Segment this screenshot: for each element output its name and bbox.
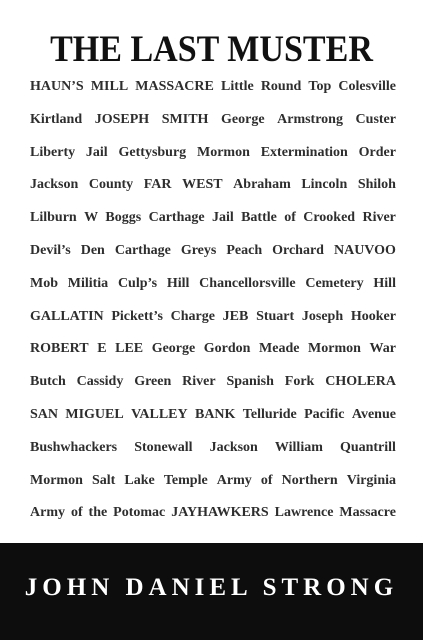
word: George [151,341,196,357]
word: MIGUEL [65,406,124,422]
word: Armstrong [277,111,343,127]
word: Fork [284,374,315,390]
word: Chancellorsville [199,275,296,291]
word: Mormon [197,144,250,160]
word: LEE [115,341,144,357]
word: W [84,210,99,226]
word: Army [216,472,252,488]
word: Hill [373,275,396,291]
word: Liberty [30,144,76,160]
word: Carthage [148,210,205,226]
word: Charge [170,308,215,324]
word-line [30,79,396,112]
word: Den [80,242,105,258]
word: Peach [226,242,263,258]
word: Pacific [304,406,345,422]
word-line [30,473,396,506]
word: of [70,505,83,521]
word: Boggs [105,210,142,226]
word: George [221,111,265,127]
word: Battle [241,210,277,226]
word: Lincoln [301,177,348,193]
word: Shiloh [357,177,396,193]
word: Greys [180,242,217,258]
word: Massacre [339,505,396,521]
word: Bushwhackers [30,439,118,455]
word: River [362,210,396,226]
word: Crooked [303,210,356,226]
word: Potomac [113,505,166,521]
word: Northern [281,472,338,488]
word: War [369,341,396,357]
word-line [30,505,396,538]
word: Virginia [346,472,396,488]
word: Quantrill [339,439,396,455]
word: Kirtland [30,111,83,127]
word: Stonewall [134,439,193,455]
word: MILL [90,79,129,94]
word-line [30,407,396,440]
word: Lawrence [274,505,334,521]
word: Butch [30,374,66,390]
word: Telluride [242,406,297,422]
word: MASSACRE [135,79,214,94]
word: SAN [30,406,59,422]
word: Mormon [30,472,83,488]
word: Joseph [301,308,344,324]
word: Top [308,79,332,94]
word: Gordon [203,341,251,357]
word: HAUN’S [30,79,84,94]
word: Custer [355,111,396,127]
word-line [30,341,396,374]
author-band [0,543,423,640]
word: CHOLERA [325,374,396,390]
word: the [88,505,108,521]
word: Jackson [30,177,79,193]
word: Pickett’s [111,308,163,324]
word: VALLEY [131,406,188,422]
word: Salt [91,472,116,488]
word: Avenue [351,406,396,422]
word: Gettysburg [118,144,187,160]
word: Lilburn [30,210,77,226]
word: Jackson [209,439,258,455]
word: Temple [163,472,208,488]
word: Hooker [350,308,396,324]
word: Lake [124,472,155,488]
word: Cemetery [305,275,364,291]
word: JAYHAWKERS [171,505,269,521]
word: Mob [30,275,58,291]
word: Spanish [226,374,274,390]
word: Abraham [233,177,291,193]
word-line [30,210,396,243]
word: Hill [166,275,190,291]
word: Carthage [114,242,171,258]
word: JOSEPH [94,111,150,127]
word: NAUVOO [333,242,396,258]
word: WEST [182,177,223,193]
word: Mormon [308,341,361,357]
word-line [30,112,396,145]
word: E [97,341,107,357]
word: Jail [211,210,234,226]
author-name: JOHN DANIEL STRONG [24,574,399,601]
word: Meade [259,341,300,357]
word: William [274,439,323,455]
word: Green [134,374,172,390]
word-line [30,177,396,210]
word-line [30,243,396,276]
word-line [30,276,396,309]
word-list [30,79,396,538]
word: Stuart [256,308,295,324]
word: GALLATIN [30,308,104,324]
word: Little [221,79,254,94]
word-line [30,440,396,473]
word: Culp’s [117,275,158,291]
word: Devil’s [30,242,71,258]
word: Order [358,144,396,160]
word: SMITH [161,111,209,127]
word: Colesville [338,79,396,94]
word: FAR [143,177,172,193]
word: Army [30,505,65,521]
word-line [30,309,396,342]
word: Cassidy [76,374,124,390]
word: County [88,177,134,193]
word: ROBERT [30,341,89,357]
word: BANK [194,406,236,422]
word: Militia [67,275,109,291]
word: Orchard [272,242,324,258]
word: Jail [85,144,108,160]
word-line [30,374,396,407]
word: Extermination [260,144,348,160]
word: Round [260,79,302,94]
word-line [30,145,396,178]
word: of [260,472,273,488]
word: JEB [222,308,249,324]
word: of [284,210,296,226]
word: River [182,374,216,390]
book-title: THE LAST MUSTER [50,29,373,70]
